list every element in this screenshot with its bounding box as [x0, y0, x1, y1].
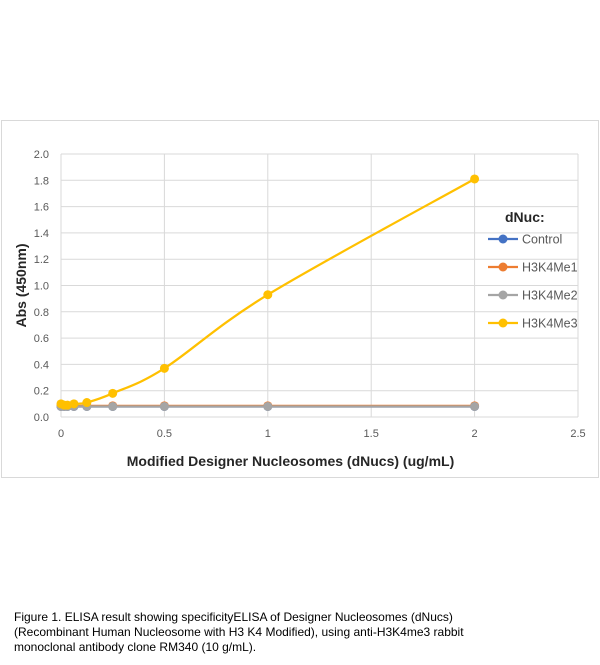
y-tick-label: 0.8 — [33, 306, 49, 319]
x-tick-label: 0.5 — [156, 428, 173, 440]
y-tick-label: 1.6 — [33, 201, 49, 214]
data-point-h3k4me3 — [108, 389, 117, 398]
y-tick-label: 0.6 — [33, 333, 49, 346]
legend-item-h3k4me1 — [488, 261, 578, 275]
line-chart — [2, 121, 600, 479]
data-point-h3k4me2 — [160, 402, 169, 411]
y-tick-label: 0.2 — [33, 385, 49, 398]
legend-label-control: Control — [522, 232, 563, 247]
legend-item-h3k4me3 — [488, 317, 578, 331]
data-point-h3k4me2 — [470, 402, 479, 411]
y-tick-label: 1.8 — [33, 175, 49, 188]
legend-item-control — [488, 233, 562, 247]
legend-marker-h3k4me3 — [499, 319, 508, 328]
figure-caption: Figure 1. ELISA result showing specificityELISA of Designer Nucleosomes (dNucs) (Recombinant Human Nucleosome with H3 K4 Modified), using anti-H3K4me3 rabbit monoclonal antibody clone RM340 (10 g/mL). — [14, 610, 464, 654]
y-tick-label: 1.0 — [33, 280, 49, 293]
chart-frame — [1, 120, 599, 478]
x-tick-label: 0 — [57, 428, 65, 440]
legend-label-h3k4me2: H3K4Me2 — [522, 288, 578, 303]
data-point-h3k4me3 — [82, 398, 91, 407]
x-axis-title: Modified Designer Nucleosomes (dNucs) (ug/mL) — [126, 453, 455, 469]
y-axis-title: Abs (450nm) — [13, 243, 29, 328]
data-point-h3k4me3 — [470, 174, 479, 183]
y-tick-label: 1.2 — [33, 254, 49, 267]
data-point-h3k4me3 — [69, 399, 78, 408]
legend-marker-h3k4me2 — [499, 291, 508, 300]
data-point-h3k4me2 — [263, 402, 272, 411]
x-tick-label: 2.5 — [570, 428, 586, 440]
legend-label-h3k4me1: H3K4Me1 — [522, 260, 578, 275]
x-tick-label: 2 — [471, 428, 478, 440]
x-tick-label: 1 — [264, 428, 271, 440]
grid-lines — [61, 154, 578, 417]
x-tick-label: 1.5 — [363, 428, 379, 440]
legend-marker-control — [499, 235, 508, 244]
series-h3k4me2 — [57, 402, 480, 411]
legend-title: dNuc: — [505, 209, 545, 225]
legend-marker-h3k4me1 — [499, 263, 508, 272]
y-tick-label: 2.0 — [33, 149, 49, 161]
y-tick-label: 0.4 — [33, 359, 49, 372]
y-tick-label: 0.0 — [33, 412, 49, 424]
legend-label-h3k4me3: H3K4Me3 — [522, 316, 578, 331]
data-point-h3k4me3 — [160, 364, 169, 373]
y-tick-label: 1.4 — [33, 227, 49, 240]
data-point-h3k4me2 — [108, 402, 117, 411]
data-point-h3k4me3 — [263, 290, 272, 299]
legend-item-h3k4me2 — [488, 289, 578, 303]
